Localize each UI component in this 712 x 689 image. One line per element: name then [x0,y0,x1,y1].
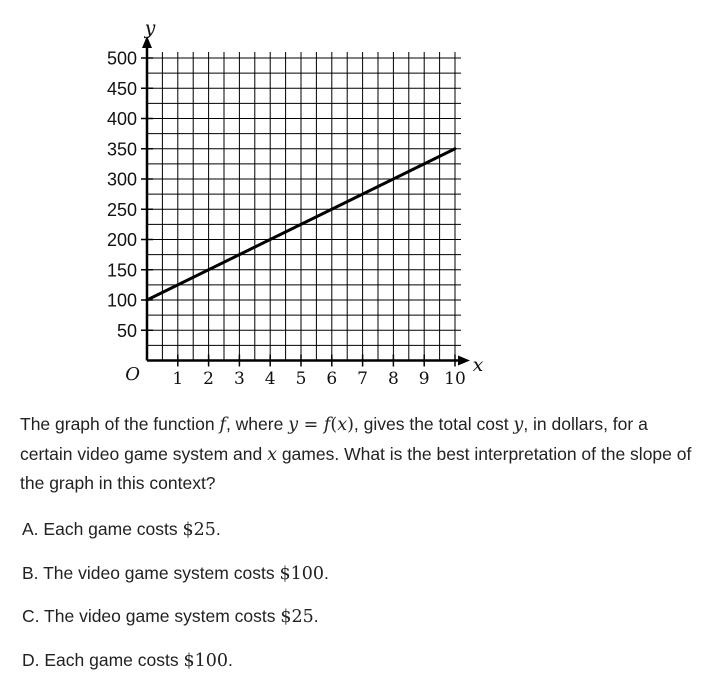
equation-paren-open: ( [330,415,338,435]
x-tick-label: 5 [295,369,307,389]
answer-choices [22,514,702,688]
games-variable: x [267,444,277,465]
choice-letter: A. [22,519,39,539]
choice-amount: $100 [279,563,324,584]
choice-amount: $100 [183,650,229,671]
axes [142,36,470,366]
choice-b[interactable] [22,558,702,602]
y-tick-label: 250 [106,199,137,220]
choice-a[interactable] [22,514,702,558]
x-axis-arrow [458,356,470,366]
x-tick-label: 3 [233,369,245,389]
y-tick-label: 350 [106,139,137,160]
y-tick-label: 400 [106,109,137,129]
y-tick-label: 450 [106,78,137,99]
y-tick-label: 100 [106,290,137,311]
question-text [20,410,700,498]
x-tick-label: 7 [357,369,369,389]
question-part: games. What is the best interpretation of the slope of the graph in this context? [20,443,692,493]
question-part: , gives the total cost [353,414,514,434]
grid [147,52,461,362]
tick-labels [107,49,466,390]
choice-text: Each game costs [38,519,183,539]
y-tick-label: 500 [106,48,137,69]
question-part: , where [225,414,289,434]
tick-marks [141,58,455,367]
y-axis-label: y [144,17,156,39]
x-tick-label: 8 [387,369,399,389]
equation-f: f [323,415,331,435]
x-tick-label: 6 [326,369,338,389]
equation-y: y [288,415,299,435]
y-tick-label: 150 [106,260,137,281]
question-part: , in dollars, for a certain video game system and [20,414,648,464]
choice-end: . [313,606,319,626]
choice-letter: D. [22,649,40,670]
choice-amount: $25 [280,607,314,627]
choice-end: . [323,562,329,583]
choice-text: The video game system costs [38,562,280,583]
y-tick-label: 50 [116,320,137,341]
x-tick-label: 1 [172,369,184,389]
function-symbol: f [219,415,226,435]
origin-label: O [125,364,140,385]
choice-letter: B. [22,562,39,583]
equation-paren-close: ) [347,415,354,435]
choice-d[interactable] [22,645,702,689]
choice-text: The video game system costs [39,606,281,626]
y-tick-label: 200 [106,230,137,250]
x-tick-label: 10 [444,369,466,389]
choice-end: . [215,519,221,539]
choice-text: Each game costs [39,649,184,670]
choice-end: . [228,649,233,670]
choice-amount: $25 [182,520,216,540]
y-tick-label: 300 [106,169,137,190]
x-tick-label: 4 [264,369,276,389]
choice-c[interactable] [22,601,702,645]
question-part: The graph of the function [20,414,220,434]
equation-x: x [337,415,348,435]
x-tick-label: 2 [203,369,215,389]
equation-equals: = [298,415,324,435]
choice-letter: C. [22,606,40,626]
cost-variable: y [513,415,524,435]
x-axis-label: x [472,354,484,376]
x-tick-label: 9 [418,369,430,389]
